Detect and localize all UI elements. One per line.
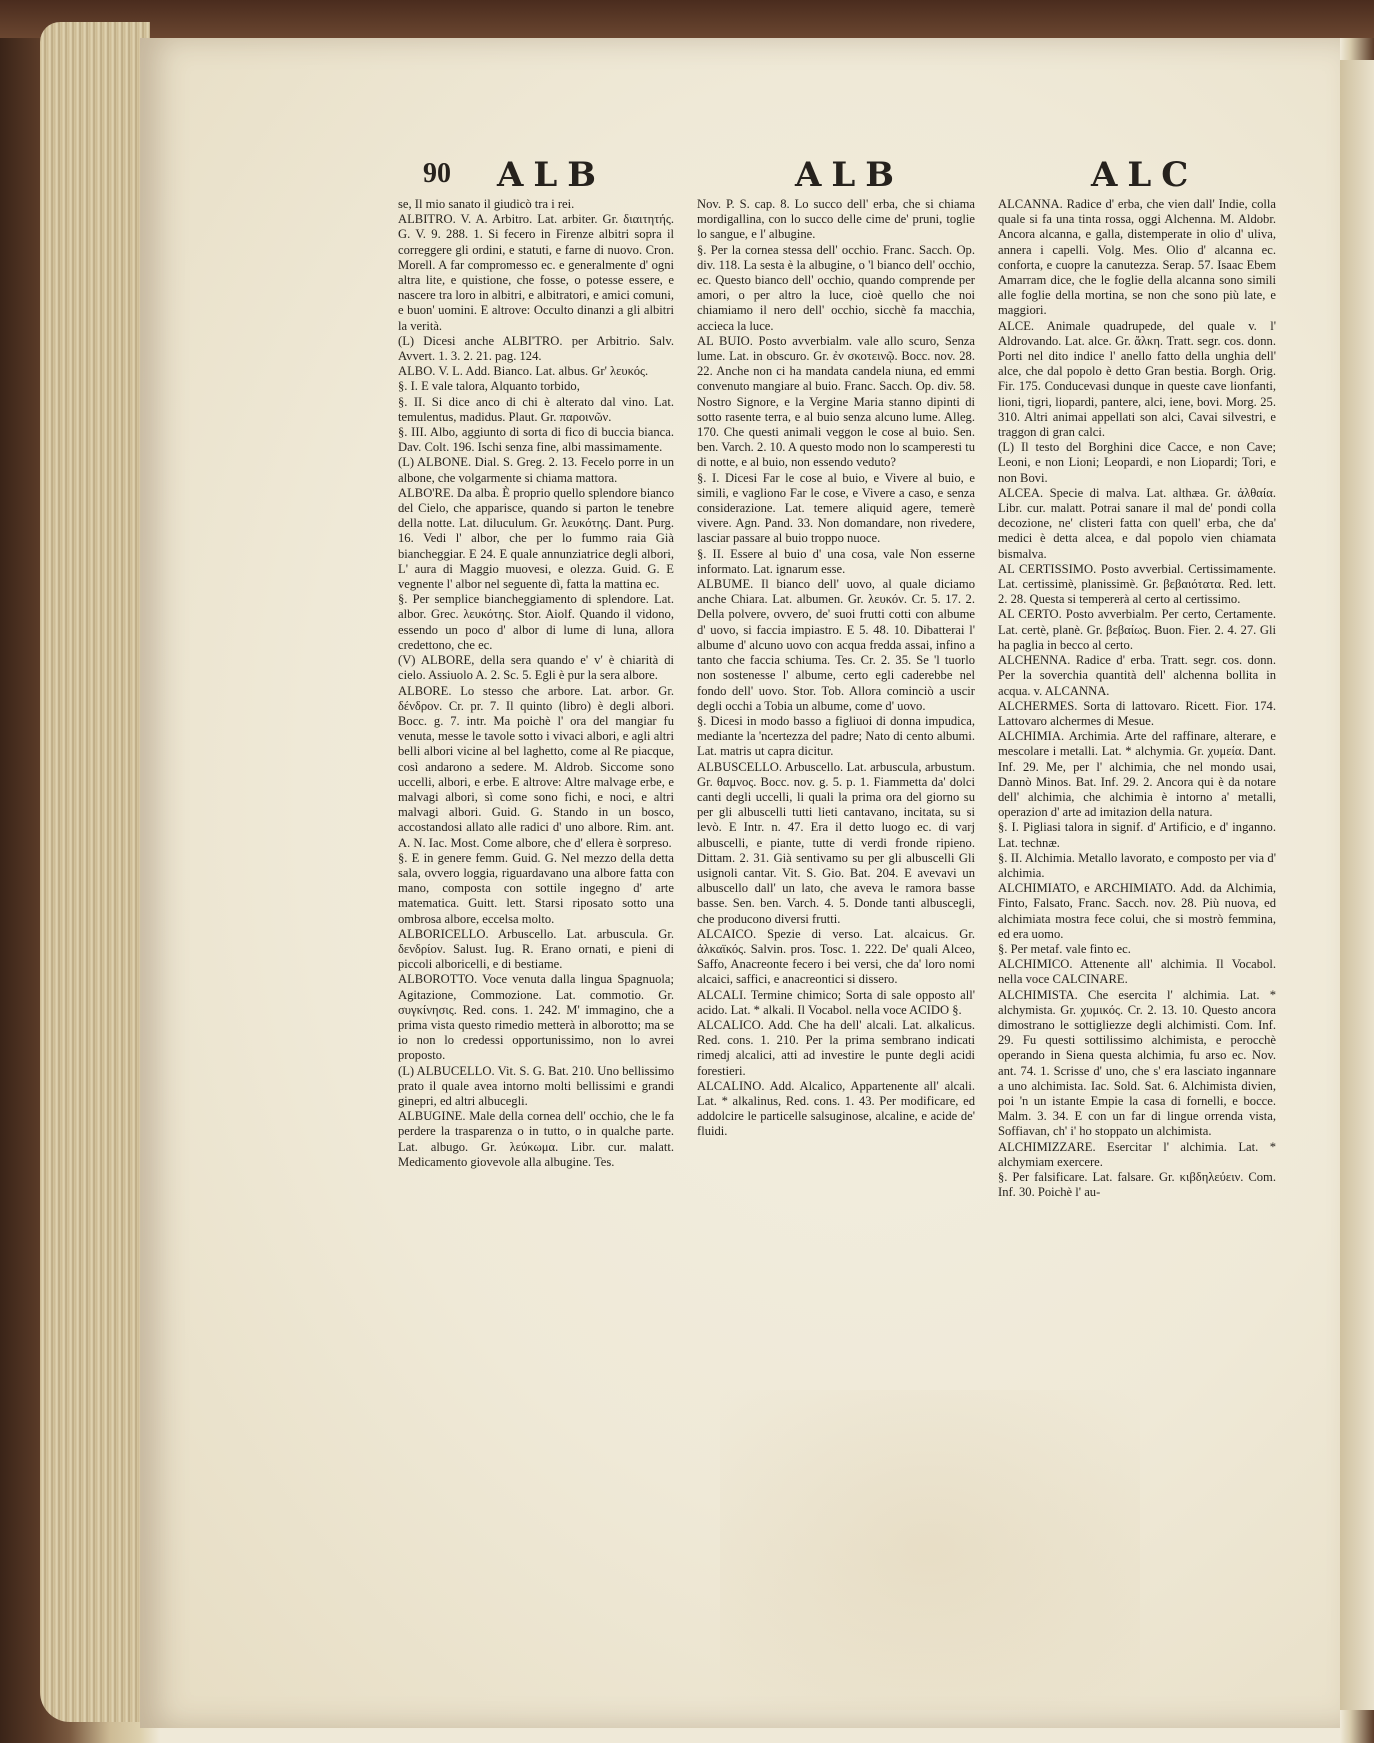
leather-cover-edge <box>0 0 1374 38</box>
text-column-3: ALCANNA. Radice d' erba, che vien dall' Indie, colla quale si fa una tinta rossa, oggi Alchenna. M. Aldobr. Ancora alcanna, e galla, distemperate in olio d' uliva, annera i capelli. Volg. Mes. Olio d' alcanna ec. conforta, e cuopre la canutezza. Serap. 57. Isaac Ebem Amarram dice, che le foglie della alcanna sono simili alle foglie della mortina, se non che sono più late, e maggiori. ALCE. Animale quadrupede, del quale v. l' Aldrovando. Lat. alce. Gr. ἄλκη. Tratt. segr. cos. donn. Porti nel dito indice l' anello fatto della unghia dell' alce, che dal popolo è detto Gran bestia. Borgh. Orig. Fir. 175. Conducevasi dunque in queste cave lionfanti, lioni, tigri, liopardi, pantere, alci, iene, bovi. Morg. 25. 310. Altri animai appellati son alci, Cavai silvestri, e traggon di gran calci. (L) Il testo del Borghini dice Cacce, e non Cave; Leoni, e non Lioni; Leopardi, e non Liopardi; Tori, e non Bovi. ALCEA. Specie di malva. Lat. althæa. Gr. ἀλθαία. Libr. cur. malatt. Potrai sanare il mal de' pondi colla decozione, ne' clisteri fatta con quell' erba, che da' medici è detta alcea, e dal popolo vien chiamata bismalva. AL CERTISSIMO. Posto avverbial. Certissimamente. Lat. certissimè, planissimè. Gr. βεβαιότατα. Red. lett. 2. 28. Questa si tempererà al certo al certissimo. AL CERTO. Posto avverbialm. Per certo, Certamente. Lat. certè, planè. Gr. βεβαίως. Buon. Fier. 2. 4. 27. Gli ha paglia in becco al certo. ALCHENNA. Radice d' erba. Tratt. segr. cos. donn. Per la soverchia quantità dell' alchenna bollita in acqua. v. ALCANNA. ALCHERMES. Sorta di lattovaro. Ricett. Fior. 174. Lattovaro alchermes di Mesue. ALCHIMIA. Archimia. Arte del raffinare, alterare, e mescolare i metalli. Lat. * alchymia. Gr. χυμεία. Dant. Inf. 29. Me, per l' alchimia, che nel mondo usai, Dannò Minos. Bat. Inf. 29. 2. Ancora qui è da notare dell' alchimia, che alchimia è intorno a' metalli, operazion d' arte ad imitazion della natura. §. I. Pigliasi talora in signif. d' Artificio, e d' inganno. Lat. technæ. §. II. Alchimia. Metallo lavorato, e composto per via d' alchimia. ALCHIMIATO, e ARCHIMIATO. Add. da Alchimia, Finto, Falsato, Franc. Sacch. nov. 28. Più nuova, ed alchimiata mostra fece colui, che si mostrò femmina, ed era uomo. §. Per metaf. vale finto ec. ALCHIMICO. Attenente all' alchimia. Il Vocabol. nella voce CALCINARE. ALCHIMISTA. Che esercita l' alchimia. Lat. * alchymista. Gr. χυμικός. Cr. 2. 13. 10. Questo ancora dimostrano le sottigliezze degli alchimisti. Com. Inf. 29. Fu questi sottilissimo alchimista, e perocchè operando in Siena questa alchimia, fu arso ec. Nov. ant. 74. 1. Scrisse d' uno, che s' era lasciato ingannare a uno alchimista. Iac. Sold. Sat. 6. Alchimista divien, poi 'n un istante Empie la casa di fornelli, e bocce. Malm. 3. 34. E con un far di lingue orrenda vista, Soffiavan, ch' i' ho stoppato un alchimista. ALCHIMIZZARE. Esercitar l' alchimia. Lat. * alchymiam exercere. §. Per falsificare. Lat. falsare. Gr. κιβδηλεύειν. Com. Inf. 30. Poichè l' au- <box>998 197 1276 1200</box>
page-edges <box>40 22 150 1722</box>
text-column-1: se, Il mio sanato il giudicò tra i rei. ALBITRO. V. A. Arbitro. Lat. arbiter. Gr. διαιτητής. G. V. 9. 288. 1. Si fecero in Firenze albitri sopra il correggere gli ordini, e statuti, e farne di nuovo. Cron. Morell. A far compromesso ec. e generalmente d' ogni altra lite, e quistione, che fosse, o potesse essere, e nascere tra loro in albitri, e albitratori, e amici comuni, e buon' uomini. E altrove: Occulto dinanzi a gli albitri la verità. (L) Dicesi anche ALBI'TRO. per Arbitrio. Salv. Avvert. 1. 3. 2. 21. pag. 124. ALBO. V. L. Add. Bianco. Lat. albus. Gr' λευκός. §. I. E vale talora, Alquanto torbido, §. II. Si dice anco di chi è alterato dal vino. Lat. temulentus, madidus. Plaut. Gr. παροινῶν. §. III. Albo, aggiunto di sorta di fico di buccia bianca. Dav. Colt. 196. Ischi senza fine, albi massimamente. (L) ALBONE. Dial. S. Greg. 2. 13. Fecelo porre in un albone, che volgarmente si chiama mattora. ALBO'RE. Da alba. È proprio quello splendore bianco del Cielo, che apparisce, quando si parton le tenebre della notte. Lat. diluculum. Gr. λευκότης. Dant. Purg. 16. Vedi l' albor, che per lo fummo raia Già biancheggiar. E 24. E quale annunziatrice degli albori, L' aura di Maggio muovesi, e olezza. Guid. G. E vegnente l' albor nel seguente dì, fatta la mattina ec. §. Per semplice biancheggiamento di splendore. Lat. albor. Grec. λευκότης. Stor. Aiolf. Quando il vidono, essendo un poco d' albor di lume di luna, allora credettono, che ec. (V) ALBORE, della sera quando e' v' è chiarità di cielo. Assiuolo A. 2. Sc. 5. Egli è pur la sera albore. ALBORE. Lo stesso che arbore. Lat. arbor. Gr. δένδρον. Cr. pr. 7. Il quinto (libro) è degli albori. Bocc. g. 7. intr. Ma poichè l' ora del mangiar fu venuta, messe le tavole sotto i vivaci albori, e agli altri belli albori vicine al bel laghetto, come al Re piacque, così andarono a sedere. M. Aldrob. Siccome sono uccelli, albori, e erbe. E altrove: Altre malvage erbe, e malvagi albori, sì come sono fichi, e noci, e altri malvagi albori. Guid. G. Stando in un bosco, accostandosi allato alle radici d' uno albore. Rim. ant. A. N. Iac. Most. Come albore, che d' ellera è sorpreso. §. E in genere femm. Guid. G. Nel mezzo della detta sala, ovvero loggia, riguardavano una albore fatta con mano, composta con sottile ingegno d' arte matematica. Guitt. lett. Starsi riposato sotto una ombrosa albore, eccelsa molto. ALBORICELLO. Arbuscello. Lat. arbuscula. Gr. δενδρίον. Salust. Iug. R. Erano ornati, e pieni di piccoli alboricelli, e di bestiame. ALBOROTTO. Voce venuta dalla lingua Spagnuola; Agitazione, Commozione. Lat. commotio. Gr. συγκίνησις. Red. cons. 1. 242. M' immagino, che a prima vista questo rimedio metterà in alborotto; ma se io non lo credessi opportunissimo, non lo avrei proposto. (L) ALBUCELLO. Vit. S. G. Bat. 210. Uno bellissimo prato il quale avea intorno molti bellissimi e grandi ginepri, ed altri albucegli. ALBUGINE. Male della cornea dell' occhio, che le fa perdere la trasparenza o in tutto, o in qualche parte. Lat. albugo. Gr. λεύκωμα. Libr. cur. malatt. Medicamento giovevole alla albugine. Tes. <box>398 197 674 1169</box>
running-head-right: ALC <box>1091 155 1199 195</box>
running-head-center: ALB <box>795 155 905 195</box>
paper-stain <box>720 1390 1140 1710</box>
page-number: 90 <box>423 158 451 189</box>
facing-page-edge <box>1340 60 1374 1710</box>
text-column-2: Nov. P. S. cap. 8. Lo succo dell' erba, che si chiama mordigallina, con lo succo delle cime de' pruni, toglie lo sangue, e l' albugine. §. Per la cornea stessa dell' occhio. Franc. Sacch. Op. div. 118. La sesta è la albugine, o 'l bianco dell' occhio, ec. Questo bianco dell' occhio, quando comprende per amori, o per altro la luce, cioè quello che noi chiamiamo il nero dell' occhio, sicchè fa macchia, accieca la luce. AL BUIO. Posto avverbialm. vale allo scuro, Senza lume. Lat. in obscuro. Gr. ἐν σκοτεινῷ. Bocc. nov. 28. 22. Anche non ci ha mandata candela niuna, ed emmi convenuto mangiare al buio. Franc. Sacch. Op. div. 58. Nostro Signore, e la Vergine Maria stanno dipinti di sotto rasente terra, e al buio senza alcuno lume. Alleg. 170. Che questi animali veggon le cose al buio. Sen. ben. Varch. 2. 10. A questo modo non lo scamperesti tu di notte, e al buio, non essendo veduto? §. I. Dicesi Far le cose al buio, e Vivere al buio, e simili, e vagliono Far le cose, e Vivere a caso, e senza considerazione. Lat. temere aliquid agere, temerè vivere. Agn. Pand. 33. Non domandare, non rivedere, lasciar passare al buio troppo nuoce. §. II. Essere al buio d' una cosa, vale Non esserne informato. Lat. ignarum esse. ALBUME. Il bianco dell' uovo, al quale diciamo anche Chiara. Lat. albumen. Gr. λευκόν. Cr. 5. 17. 2. Della polvere, ovvero, de' suoi frutti cotti con albume d' uovo, si faccia impiastro. E 5. 48. 10. Dibatterai l' albume d' alcuno uovo con acqua fredda assai, infino a tanto che faccia schiuma. Tes. Cr. 2. 35. Se 'l tuorlo non sostenesse l' albume, certo egli caderebbe nel fondo dell' uovo. Stor. Tob. Allora cominciò a uscir degli occhi a Tobia un albume, come d' uovo. §. Dicesi in modo basso a figliuoi di donna impudica, mediante la 'ncertezza del padre; Nato di cento albumi. Lat. matris ut capra dicitur. ALBUSCELLO. Arbuscello. Lat. arbuscula, arbustum. Gr. θαμνος. Bocc. nov. g. 5. p. 1. Fiammetta da' dolci canti degli uccelli, li quali la prima ora del giorno su per gli albuscelli tutti lieti cantavano, incitata, su si levò. E Intr. n. 47. Era il detto luogo ec. di varj albuscelli, e piante, tutte di verdi fronde ripieno. Dittam. 2. 31. Già sentivamo su per gli albuscelli Gli usignoli cantar. Vit. S. Gio. Bat. 204. E avevavi un albuscello dall' un lato, che aveva le ramora basse basse. Sen. ben. Varch. 4. 5. Donde tanti albuscegli, che producono diversi frutti. ALCAICO. Spezie di verso. Lat. alcaicus. Gr. ἀλκαϊκός. Salvin. pros. Tosc. 1. 222. De' quali Alceo, Saffo, Anacreonte fecero i bei versi, che da' loro nomi alcaici, saffici, e anacreontici si dissero. ALCALI. Termine chimico; Sorta di sale opposto all' acido. Lat. * alkali. Il Vocabol. nella voce ACIDO §. ALCALICO. Add. Che ha dell' alcali. Lat. alkalicus. Red. cons. 1. 210. Per la prima sembrano indicati rimedj alcalici, atti ad investire le punte degli acidi forestieri. ALCALINO. Add. Alcalico, Appartenente all' alcali. Lat. * alkalinus, Red. cons. 1. 43. Per modificare, ed addolcire le particelle salsuginose, alcaline, e acide de' fluidi. <box>697 197 975 1139</box>
running-head-left: ALB <box>497 155 607 195</box>
